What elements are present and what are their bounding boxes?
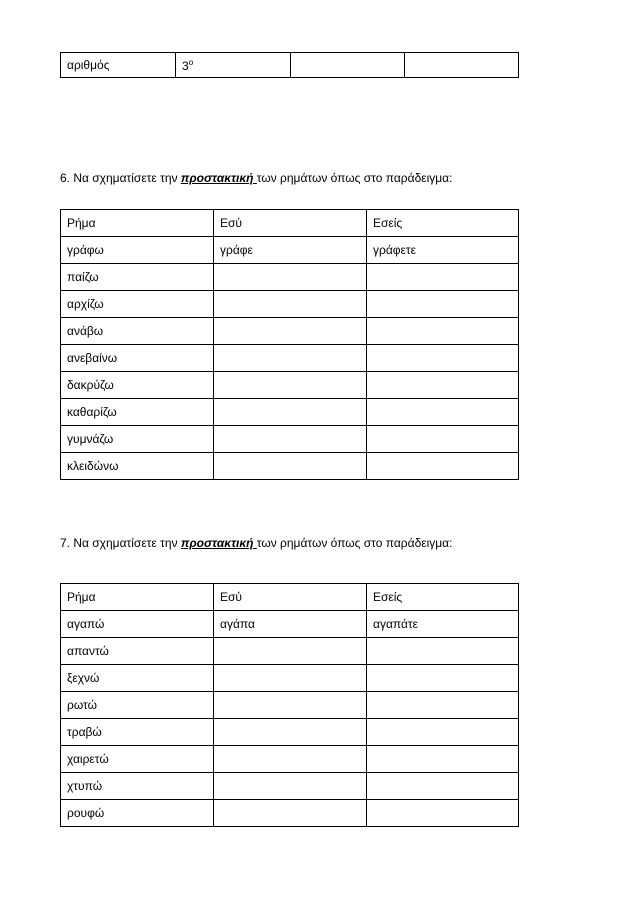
table-row <box>61 638 519 665</box>
singular-cell[interactable] <box>214 345 367 372</box>
verb-cell: χαιρετώ <box>61 746 214 773</box>
singular-cell[interactable] <box>214 692 367 719</box>
column-header: Ρήμα <box>61 210 214 237</box>
verb-cell: κλειδώνω <box>61 453 214 480</box>
column-header: Ρήμα <box>61 584 214 611</box>
table-header-row <box>61 584 519 611</box>
singular-cell[interactable] <box>214 746 367 773</box>
table-row <box>61 291 519 318</box>
table-row <box>61 237 519 264</box>
table-row <box>61 719 519 746</box>
table-row <box>61 372 519 399</box>
verb-cell: δακρύζω <box>61 372 214 399</box>
table-row <box>61 426 519 453</box>
plural-cell[interactable] <box>367 773 519 800</box>
verb-cell: ρουφώ <box>61 800 214 827</box>
singular-cell[interactable]: γράφε <box>214 237 367 264</box>
table-row <box>61 800 519 827</box>
exercise-6-suffix: των ρημάτων όπως στο παράδειγμα: <box>256 171 453 185</box>
exercise-6-emphasis: προστακτική <box>180 171 257 185</box>
plural-cell[interactable] <box>367 372 519 399</box>
plural-cell[interactable]: αγαπάτε <box>367 611 519 638</box>
verb-cell: ανάβω <box>61 318 214 345</box>
singular-cell[interactable] <box>214 399 367 426</box>
exercise-7-heading <box>60 536 452 550</box>
singular-cell[interactable] <box>214 773 367 800</box>
table-row <box>61 399 519 426</box>
verb-cell: ρωτώ <box>61 692 214 719</box>
table-row <box>61 611 519 638</box>
table-row <box>61 453 519 480</box>
number-table <box>60 52 519 78</box>
exercise-7-suffix: των ρημάτων όπως στο παράδειγμα: <box>256 536 453 550</box>
verb-cell: παίζω <box>61 264 214 291</box>
singular-cell[interactable] <box>214 800 367 827</box>
plural-cell[interactable] <box>367 800 519 827</box>
table-row <box>61 665 519 692</box>
exercise-7-prefix: 7. Να σχηματίσετε την <box>60 536 181 550</box>
column-header: Εσύ <box>214 584 367 611</box>
plural-cell[interactable] <box>367 318 519 345</box>
plural-cell[interactable] <box>367 692 519 719</box>
table-row <box>61 53 519 78</box>
verb-cell: γράφω <box>61 237 214 264</box>
plural-cell[interactable] <box>367 291 519 318</box>
singular-cell[interactable] <box>214 453 367 480</box>
singular-cell[interactable] <box>214 291 367 318</box>
empty-cell[interactable] <box>291 53 405 78</box>
plural-cell[interactable] <box>367 264 519 291</box>
table-row <box>61 318 519 345</box>
exercise-6-heading <box>60 171 452 185</box>
singular-cell[interactable] <box>214 665 367 692</box>
column-header: Εσείς <box>367 210 519 237</box>
plural-cell[interactable] <box>367 719 519 746</box>
column-header: Εσύ <box>214 210 367 237</box>
verb-cell: χτυπώ <box>61 773 214 800</box>
verb-cell: αρχίζω <box>61 291 214 318</box>
singular-cell[interactable]: αγάπα <box>214 611 367 638</box>
plural-cell[interactable] <box>367 638 519 665</box>
plural-cell[interactable]: γράφετε <box>367 237 519 264</box>
singular-cell[interactable] <box>214 719 367 746</box>
number-value-cell[interactable] <box>176 53 291 78</box>
verb-cell: αγαπώ <box>61 611 214 638</box>
singular-cell[interactable] <box>214 372 367 399</box>
singular-cell[interactable] <box>214 318 367 345</box>
empty-cell[interactable] <box>405 53 519 78</box>
verb-cell: γυμνάζω <box>61 426 214 453</box>
table-row <box>61 345 519 372</box>
table-row <box>61 264 519 291</box>
verb-cell: απαντώ <box>61 638 214 665</box>
column-header: Εσείς <box>367 584 519 611</box>
plural-cell[interactable] <box>367 345 519 372</box>
plural-cell[interactable] <box>367 453 519 480</box>
plural-cell[interactable] <box>367 426 519 453</box>
plural-cell[interactable] <box>367 665 519 692</box>
number-label-cell: αριθμός <box>61 53 176 78</box>
number-superscript: ο <box>188 57 194 67</box>
verb-cell: ανεβαίνω <box>61 345 214 372</box>
plural-cell[interactable] <box>367 746 519 773</box>
singular-cell[interactable] <box>214 264 367 291</box>
plural-cell[interactable] <box>367 399 519 426</box>
table-row <box>61 746 519 773</box>
exercise-6-body <box>61 210 519 480</box>
singular-cell[interactable] <box>214 426 367 453</box>
verb-cell: ξεχνώ <box>61 665 214 692</box>
exercise-6-prefix: 6. Να σχηματίσετε την <box>60 171 181 185</box>
table-row <box>61 692 519 719</box>
exercise-6-table <box>60 209 519 480</box>
exercise-7-body <box>61 584 519 827</box>
exercise-7-table <box>60 583 519 827</box>
verb-cell: καθαρίζω <box>61 399 214 426</box>
singular-cell[interactable] <box>214 638 367 665</box>
number-value: 3 <box>182 58 189 73</box>
table-row <box>61 773 519 800</box>
exercise-7-emphasis: προστακτική <box>180 536 257 550</box>
table-header-row <box>61 210 519 237</box>
verb-cell: τραβώ <box>61 719 214 746</box>
